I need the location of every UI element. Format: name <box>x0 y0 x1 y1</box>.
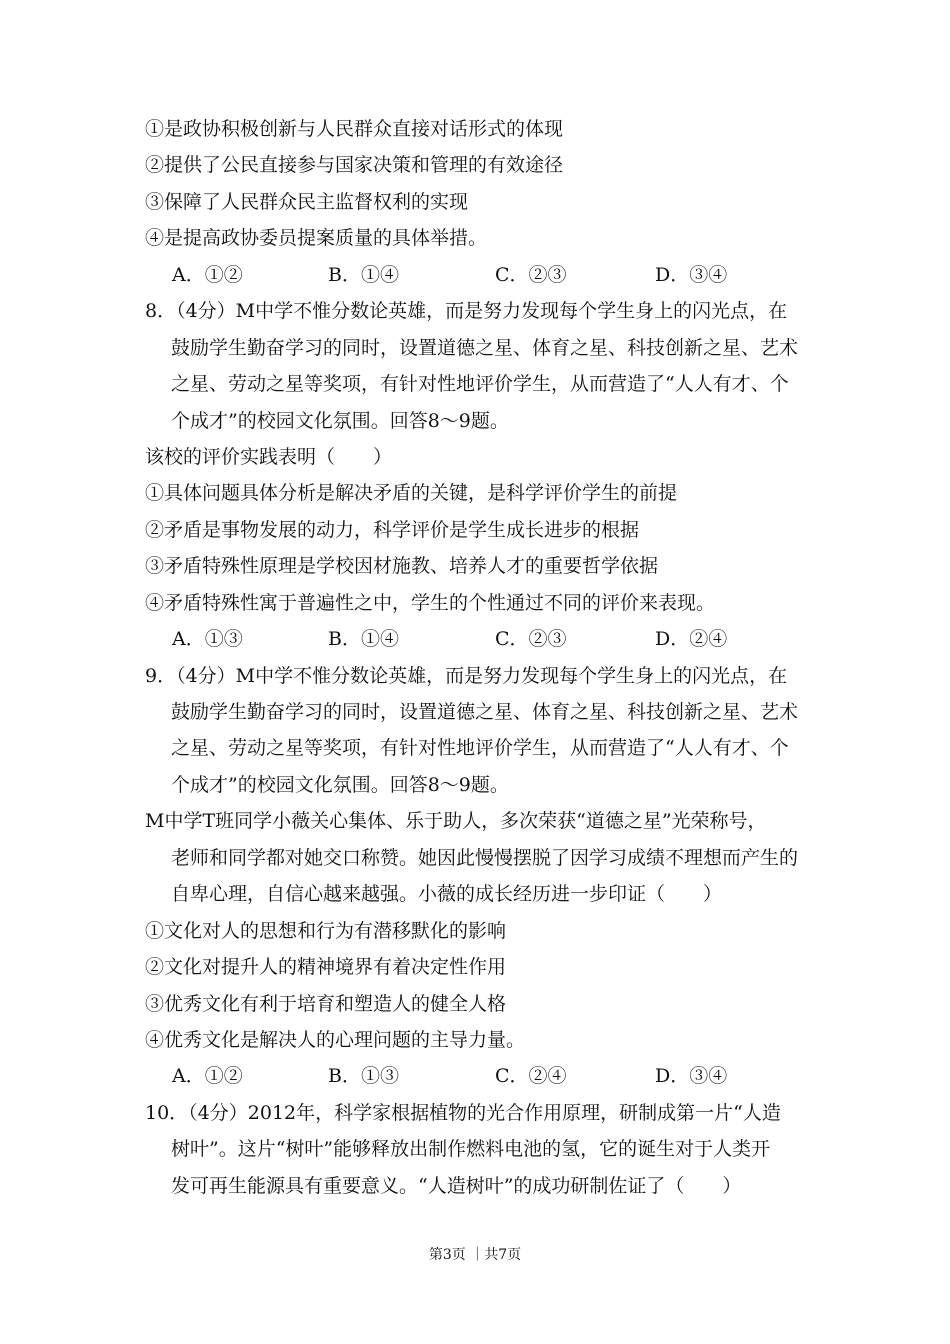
question-line: M中学T班同学小薇关心集体、乐于助人，多次荣获“道德之星”光荣称号， <box>145 810 767 833</box>
statement: ③优秀文化有利于培育和塑造人的健全人格 <box>145 992 507 1015</box>
statement: ④是提高政协委员提案质量的具体举措。 <box>145 227 488 250</box>
stem-line: 10．（4分）2012年，科学家根据植物的光合作用原理，研制成第一片“人造 <box>145 1101 781 1124</box>
stem-line: 8．（4分）M中学不惟分数论英雄，而是努力发现每个学生身上的闪光点，在 <box>145 300 788 323</box>
q8-question: 该校的评价实践表明（ ） <box>145 445 393 468</box>
option-c: C．②④ <box>495 1065 567 1088</box>
option-a: A．①② <box>172 1065 243 1088</box>
option-b: B．①④ <box>328 263 399 286</box>
stem-line: 树叶”。这片“树叶”能够释放出制作燃料电池的氢，它的诞生对于人类开 <box>171 1138 771 1161</box>
statement: ③保障了人民群众民主监督权利的实现 <box>145 190 469 213</box>
q9-statements <box>145 913 845 1059</box>
q9-stem <box>145 658 845 804</box>
stem-line: 个成才”的校园文化氛围。回答8～9题。 <box>171 409 509 432</box>
option-b: B．①③ <box>328 1065 399 1088</box>
option-b: B．①④ <box>328 628 399 651</box>
option-d: D．②④ <box>655 628 728 651</box>
q10-stem <box>145 1095 845 1204</box>
q8-statements <box>145 475 845 621</box>
document-page <box>145 111 845 1204</box>
statement: ④矛盾特殊性寓于普遍性之中，学生的个性通过不同的评价来表现。 <box>145 591 716 614</box>
stem-line: 之星、劳动之星等奖项，有针对性地评价学生，从而营造了“人人有才、个 <box>171 737 789 760</box>
q8-stem <box>145 293 845 439</box>
statement: ②矛盾是事物发展的动力，科学评价是学生成长进步的根据 <box>145 518 640 541</box>
stem-line: 鼓励学生勤奋学习的同时，设置道德之星、体育之星、科技创新之星、艺术 <box>171 336 799 359</box>
statement: ②文化对提升人的精神境界有着决定性作用 <box>145 956 507 979</box>
statement: ①具体问题具体分析是解决矛盾的关键，是科学评价学生的前提 <box>145 482 678 505</box>
statement: ①是政协积极创新与人民群众直接对话形式的体现 <box>145 118 564 140</box>
stem-line: 个成才”的校园文化氛围。回答8～9题。 <box>171 773 509 796</box>
statement: ④优秀文化是解决人的心理问题的主导力量。 <box>145 1028 526 1051</box>
q7-statements <box>145 111 845 257</box>
q8-options <box>145 621 845 657</box>
option-d: D．③④ <box>655 1065 728 1088</box>
stem-line: 发可再生能源具有重要意义。“人造树叶”的成功研制佐证了（ ） <box>171 1174 742 1197</box>
stem-line: 鼓励学生勤奋学习的同时，设置道德之星、体育之星、科技创新之星、艺术 <box>171 701 799 723</box>
statement: ③矛盾特殊性原理是学校因材施教、培养人才的重要哲学依据 <box>145 555 659 578</box>
stem-line: 9．（4分）M中学不惟分数论英雄，而是努力发现每个学生身上的闪光点，在 <box>145 664 788 687</box>
option-a: A．①② <box>172 263 243 286</box>
option-a: A．①③ <box>172 628 243 651</box>
question-line: 老师和同学都对她交口称赞。她因此慢慢摆脱了因学习成绩不理想而产生的 <box>171 846 799 869</box>
q9-options <box>145 1058 845 1094</box>
option-d: D．③④ <box>655 263 728 286</box>
statement: ②提供了公民直接参与国家决策和管理的有效途径 <box>145 154 564 177</box>
statement: ①文化对人的思想和行为有潜移默化的影响 <box>145 919 507 942</box>
question-line: 自卑心理，自信心越来越强。小薇的成长经历进一步印证（ ） <box>171 883 723 906</box>
option-c: C．②③ <box>495 628 567 651</box>
page-footer: 第3页 ｜共7页 <box>428 1247 522 1263</box>
q7-options <box>145 257 845 293</box>
option-c: C．②③ <box>495 263 567 286</box>
stem-line: 之星、劳动之星等奖项，有针对性地评价学生，从而营造了“人人有才、个 <box>171 373 789 396</box>
q9-question <box>145 803 845 912</box>
